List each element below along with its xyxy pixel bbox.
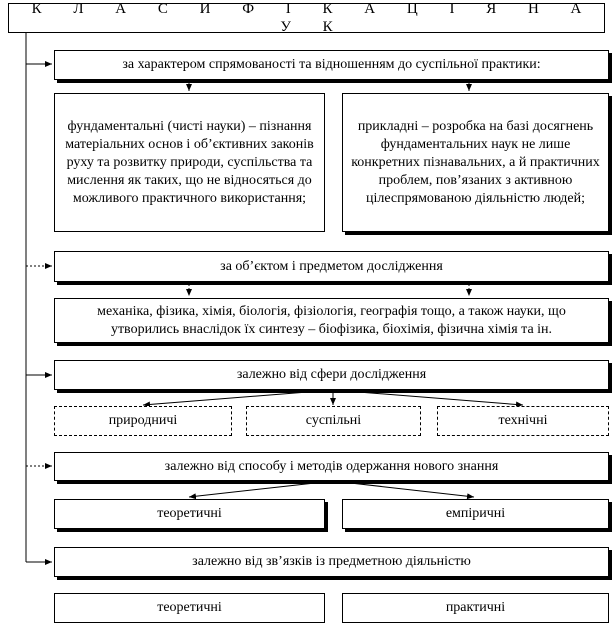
diagram-title: К Л А С И Ф І К А Ц І Я Н А У К: [8, 3, 605, 33]
section-4-item-theoretical: теоретичні: [54, 499, 325, 529]
s3-arrow-right: [333, 390, 523, 405]
section-5-item-practical: практичні: [342, 593, 609, 623]
section-4-heading: залежно від способу і методів одержання нового знання: [54, 452, 609, 481]
s4-arrow-right: [333, 481, 474, 497]
section-5-item-theoretical: теоретичні: [54, 593, 325, 623]
section-1-item-applied: прикладні – розробка на базі досягнень фундаментальних наук не лише конкретних пізнавальних, а й практичних проблем, пов’язаних з активною цілеспрямованою діяльністю людей;: [342, 93, 609, 232]
section-1-heading: за характером спрямованості та відношенням до суспільної практики:: [54, 50, 609, 80]
section-2-heading: за об’єктом і предметом дослідження: [54, 251, 609, 282]
section-1-item-fundamental: фундаментальні (чисті науки) – пізнання матеріальних основ і об’єктивних законів руху та розвитку природи, суспільства та мислення як таких, що не відносяться до можливого практичного використання;: [54, 93, 325, 232]
s3-arrow-left: [143, 390, 333, 405]
section-5-heading: залежно від зв’язків із предметною діяльністю: [54, 547, 609, 577]
section-3-item-social: суспільні: [246, 406, 421, 436]
section-2-item: механіка, фізика, хімія, біологія, фізіологія, географія тощо, а також науки, що утворились внаслідок їх синтезу – біофізика, біохімія, фізична хімія та ін.: [54, 298, 609, 343]
section-3-heading: залежно від сфери дослідження: [54, 360, 609, 390]
s4-arrow-left: [189, 481, 333, 497]
section-4-item-empirical: емпіричні: [342, 499, 609, 529]
section-3-item-natural: природничі: [54, 406, 232, 436]
section-3-item-technical: технічні: [437, 406, 609, 436]
